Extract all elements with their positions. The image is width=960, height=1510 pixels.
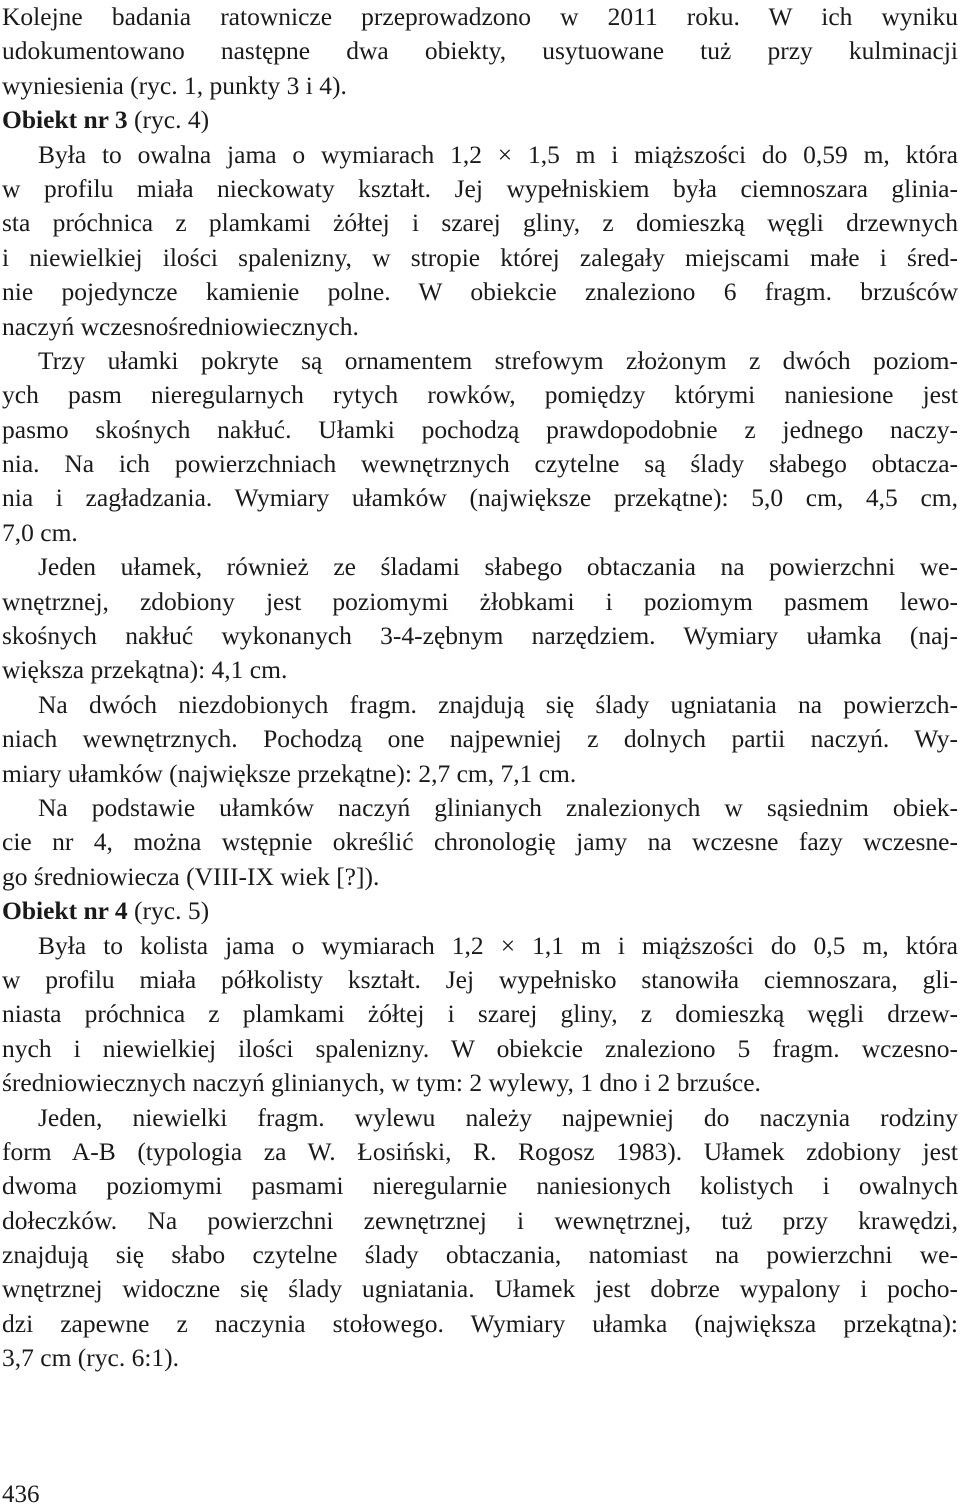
text-line: udokumentowano następne dwa obiekty, usytuowane tuż przy kulminacji [2,36,958,66]
text-line: i niewielkiej ilości spalenizny, w stropie której zalegały miejscami małe i śred- [2,242,958,272]
text-line: średniowiecznych naczyń glinianych, w tym: 2 wylewy, 1 dno i 2 brzuśce. [2,1068,761,1098]
section-heading-obiekt-3 [2,103,958,137]
paragraph-obiekt-3-undecorated [2,688,958,791]
heading-reference: (ryc. 5) [127,896,210,926]
section-heading-obiekt-4 [2,894,958,928]
paragraph-obiekt-4-description [2,929,958,1101]
paragraph-obiekt-3-ornament [2,344,958,550]
text-line: Trzy ułamki pokryte są ornamentem strefowym złożonym z dwóch poziom- [38,345,958,375]
paragraph-obiekt-4-rim-fragment [2,1101,958,1376]
paragraph-intro [2,0,958,103]
text-line: 7,0 cm. [2,517,78,547]
text-line: ych pasm nieregularnych rytych rowków, pomiędzy którymi naniesione jest [2,380,958,410]
text-line: nie pojedyncze kamienie polne. W obiekcie znaleziono 6 fragm. brzuśców [2,277,958,307]
text-line: dołeczków. Na powierzchni zewnętrznej i wewnętrznej, tuż przy krawędzi, [2,1205,958,1235]
text-line: Była to owalna jama o wymiarach 1,2 × 1,5 m i miąższości do 0,59 m, która [38,139,958,169]
text-line: w profilu miała nieckowaty kształt. Jej wypełniskiem była ciemnoszara glinia- [2,173,958,203]
page-number: 436 [2,1481,40,1508]
text-line: Kolejne badania ratownicze przeprowadzono w 2011 roku. W ich wyniku [2,2,958,31]
text-line: wyniesienia (ryc. 1, punkty 3 i 4). [2,70,347,100]
text-line: Była to kolista jama o wymiarach 1,2 × 1,1 m i miąższości do 0,5 m, która [38,930,958,960]
paragraph-obiekt-3-description [2,138,958,344]
text-line: wnętrznej widoczne się ślady ugniatania. Ułamek jest dobrze wypalony i pocho- [2,1274,958,1304]
text-line: nia. Na ich powierzchniach wewnętrznych czytelne są ślady słabego obtacza- [2,449,958,479]
text-line: Jeden, niewielki fragm. wylewu należy najpewniej do naczynia rodziny [38,1102,958,1132]
text-line: miary ułamków (największe przekątne): 2,7 cm, 7,1 cm. [2,758,577,788]
text-line: go średniowiecza (VIII-IX wiek [?]). [2,861,380,891]
heading-bold-text: Obiekt nr 4 [2,896,128,926]
text-line: w profilu miała półkolisty kształt. Jej wypełnisko stanowiła ciemnoszara, gli- [2,964,958,994]
heading-bold-text: Obiekt nr 3 [2,105,128,135]
paragraph-obiekt-3-chronology [2,791,958,894]
text-line: pasmo skośnych nakłuć. Ułamki pochodzą prawdopodobnie z jednego naczy- [2,414,958,444]
paragraph-obiekt-3-single-fragment [2,550,958,688]
text-line: Jeden ułamek, również ze śladami słabego obtaczania na powierzchni we- [38,552,958,582]
text-line: niasta próchnica z plamkami żółtej i szarej gliny, z domieszką węgli drzew- [2,999,958,1029]
text-line: sta próchnica z plamkami żółtej i szarej gliny, z domieszką węgli drzewnych [2,208,958,238]
text-line: dzi zapewne z naczynia stołowego. Wymiary ułamka (największa przekątna): [2,1308,958,1338]
text-line: niach wewnętrznych. Pochodzą one najpewniej z dolnych partii naczyń. Wy- [2,724,958,754]
text-line: nych i niewielkiej ilości spalenizny. W obiekcie znaleziono 5 fragm. wczesno- [2,1033,958,1063]
text-line: 3,7 cm (ryc. 6:1). [2,1343,180,1373]
heading-reference: (ryc. 4) [127,105,210,135]
text-line: dwoma poziomymi pasmami nieregularnie naniesionych kolistych i owalnych [2,1171,958,1201]
text-line: wnętrznej, zdobiony jest poziomymi żłobkami i poziomym pasmem lewo- [2,586,958,616]
text-line: nia i zagładzania. Wymiary ułamków (największe przekątne): 5,0 cm, 4,5 cm, [2,483,958,513]
text-line: cie nr 4, można wstępnie określić chronologię jamy na wczesne fazy wczesne- [2,827,958,857]
text-line: form A-B (typologia za W. Łosiński, R. Rogosz 1983). Ułamek zdobiony jest [2,1136,958,1166]
text-line: Na podstawie ułamków naczyń glinianych znalezionych w sąsiednim obiek- [38,792,958,822]
text-line: znajdują się słabo czytelne ślady obtaczania, natomiast na powierzchni we- [2,1240,958,1270]
text-line: Na dwóch niezdobionych fragm. znajdują się ślady ugniatania na powierzch- [38,689,958,719]
text-line: większa przekątna): 4,1 cm. [2,655,288,685]
text-line: skośnych nakłuć wykonanych 3-4-zębnym narzędziem. Wymiary ułamka (naj- [2,621,958,651]
text-line: naczyń wczesnośredniowiecznych. [2,311,359,341]
document-page [2,0,958,1376]
